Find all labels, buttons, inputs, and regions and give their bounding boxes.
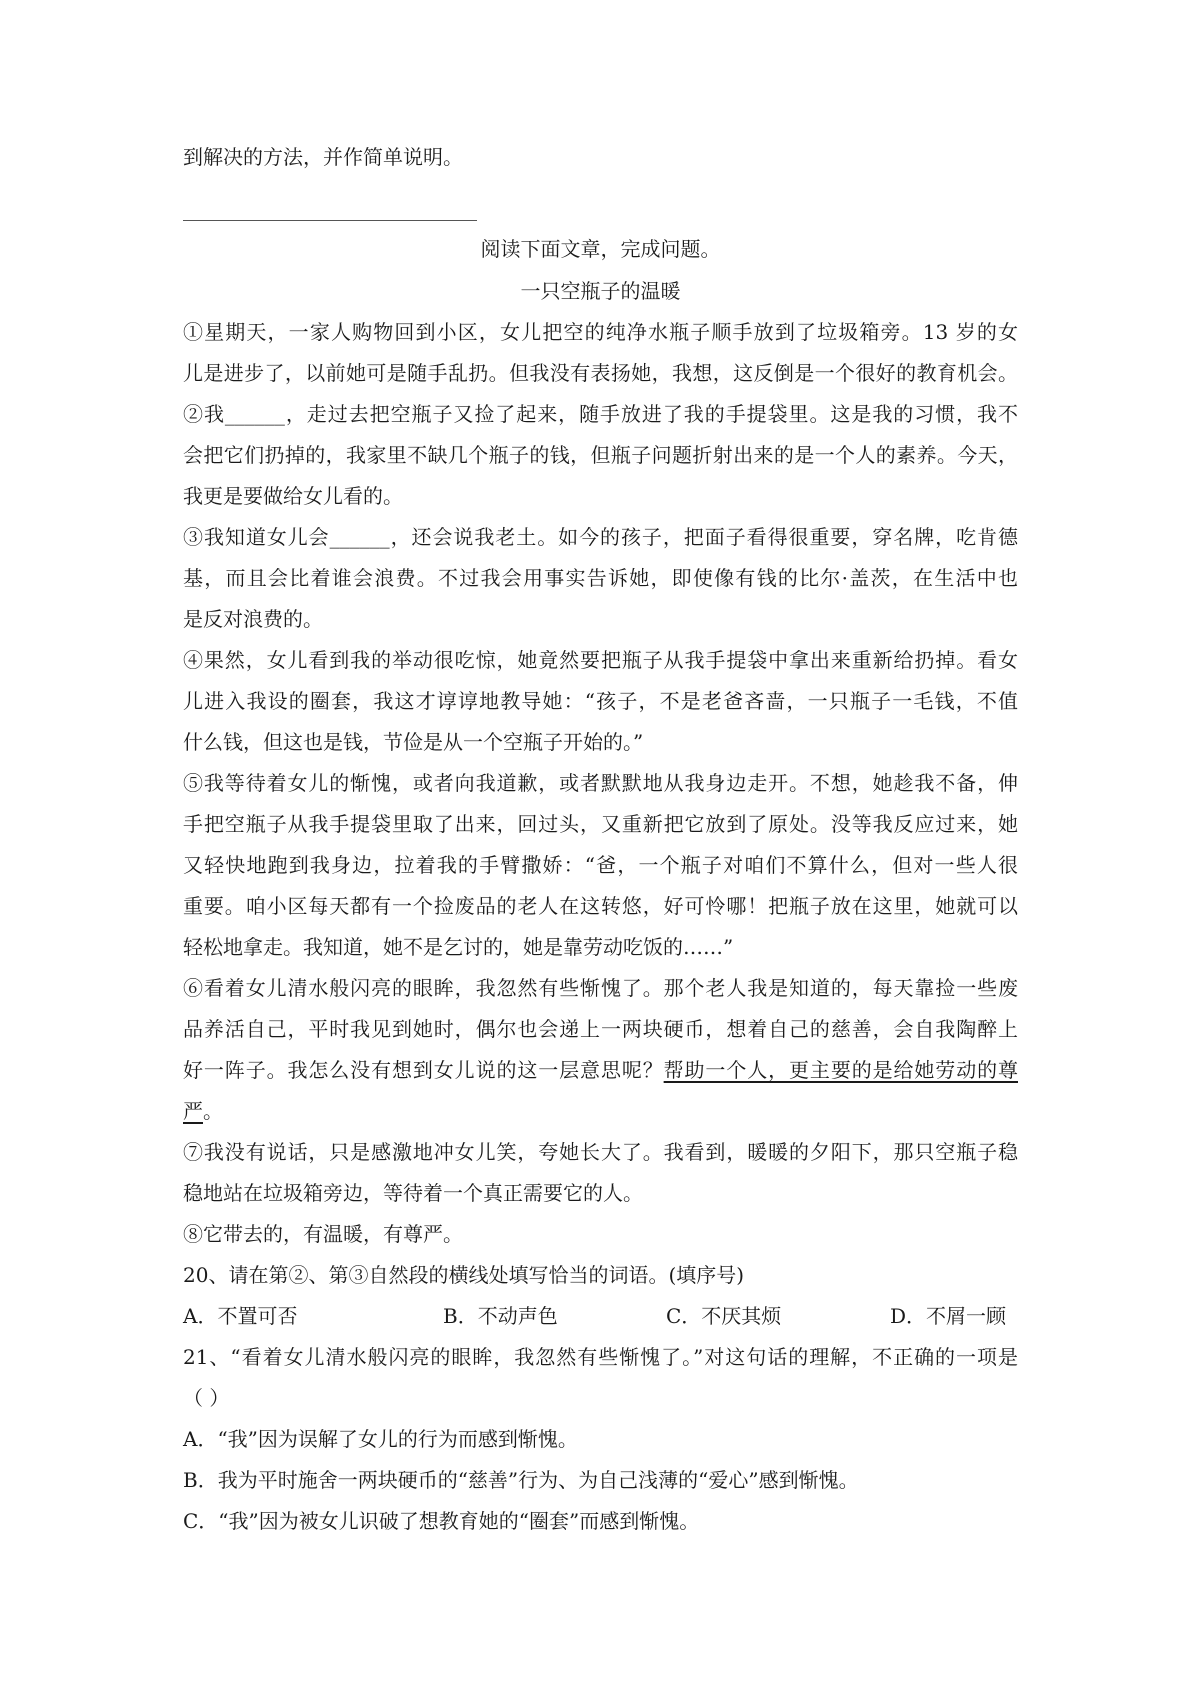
article-line	[183, 1055, 1018, 1085]
article-title: 一只空瓶子的温暖	[520, 279, 681, 303]
article-line: 基，而且会比着谁会浪费。不过我会用事实告诉她，即使像有钱的比尔·盖茨，在生活中也	[183, 566, 1018, 590]
article-line: ④果然，女儿看到我的举动很吃惊，她竟然要把瓶子从我手提袋中拿出来重新给扔掉。看女	[183, 648, 1018, 672]
q20-option-d[interactable]: D．不屑一顾	[890, 1304, 1007, 1328]
article-line: 品养活自己，平时我见到她时，偶尔也会递上一两块硬币，想着自己的慈善，会自我陶醉上	[183, 1017, 1018, 1041]
article-line: 是反对浪费的。	[183, 607, 323, 631]
article-line: ⑦我没有说话，只是感激地冲女儿笑，夸她长大了。我看到，暖暖的夕阳下，那只空瓶子稳	[183, 1140, 1018, 1164]
article-line: ⑧它带去的，有温暖，有尊严。	[183, 1222, 463, 1246]
article-line: ②我______，走过去把空瓶子又捡了起来，随手放进了我的手提袋里。这是我的习惯，我不	[183, 402, 1018, 426]
question-21: 21、“看着女儿清水般闪亮的眼眸，我忽然有些惭愧了。”对这句话的理解，不正确的一项是	[183, 1345, 1018, 1369]
q21-option-b[interactable]: B．我为平时施舍一两块硬币的“慈善”行为、为自己浅薄的“爱心”感到惭愧。	[183, 1468, 859, 1492]
q20-option-c[interactable]: C．不厌其烦	[666, 1304, 782, 1328]
article-line: ⑥看着女儿清水般闪亮的眼眸，我忽然有些惭愧了。那个老人我是知道的，每天靠捡一些废	[183, 976, 1018, 1000]
article-line: 儿进入我设的圈套，我这才谆谆地教导她：“孩子，不是老爸吝啬，一只瓶子一毛钱，不值	[183, 689, 1018, 713]
article-line: 儿是进步了，以前她可是随手乱扔。但我没有表扬她，我想，这反倒是一个很好的教育机会。	[183, 361, 1018, 385]
article-line: 手把空瓶子从我手提袋里取了出来，回过头，又重新把它放到了原处。没等我反应过来，她	[183, 812, 1018, 836]
question-21-answer-blank[interactable]: （ ）	[183, 1386, 230, 1410]
answer-line	[183, 220, 477, 221]
article-line: 会把它们扔掉的，我家里不缺几个瓶子的钱，但瓶子问题折射出来的是一个人的素养。今天，	[183, 443, 1018, 467]
intro-line: 到解决的方法，并作简单说明。	[183, 145, 463, 169]
underlined-sentence: 帮助一个人，更主要的是给她劳动的尊	[663, 1058, 1018, 1082]
article-line: ⑤我等待着女儿的惭愧，或者向我道歉，或者默默地从我身边走开。不想，她趁我不备，伸	[183, 771, 1018, 795]
q21-option-c[interactable]: C．“我”因为被女儿识破了想教育她的“圈套”而感到惭愧。	[183, 1509, 700, 1533]
question-20: 20、请在第②、第③自然段的横线处填写恰当的词语。(填序号)	[183, 1263, 745, 1287]
underlined-sentence-end: 严	[183, 1099, 203, 1123]
article-line: 我更是要做给女儿看的。	[183, 484, 403, 508]
reading-instruction: 阅读下面文章，完成问题。	[480, 237, 721, 261]
article-line: 稳地站在垃圾箱旁边，等待着一个真正需要它的人。	[183, 1181, 643, 1205]
article-text: 好一阵子。我怎么没有想到女儿说的这一层意思呢？	[183, 1058, 664, 1082]
article-line: ③我知道女儿会______，还会说我老土。如今的孩子，把面子看得很重要，穿名牌，吃肯德	[183, 525, 1018, 549]
article-line: 重要。咱小区每天都有一个捡废品的老人在这转悠，好可怜哪！把瓶子放在这里，她就可以	[183, 894, 1018, 918]
article-line: ①星期天，一家人购物回到小区，女儿把空的纯净水瓶子顺手放到了垃圾箱旁。13 岁的女	[183, 320, 1018, 344]
article-line	[183, 1096, 1018, 1126]
article-line: 轻松地拿走。我知道，她不是乞讨的，她是靠劳动吃饭的……”	[183, 935, 734, 959]
q20-option-b[interactable]: B．不动声色	[443, 1304, 558, 1328]
q20-option-a[interactable]: A．不置可否	[183, 1304, 298, 1328]
article-line: 又轻快地跑到我身边，拉着我的手臂撒娇：“爸，一个瓶子对咱们不算什么，但对一些人很	[183, 853, 1018, 877]
article-text: 。	[203, 1099, 223, 1123]
q21-option-a[interactable]: A．“我”因为误解了女儿的行为而感到惭愧。	[183, 1427, 578, 1451]
article-line: 什么钱，但这也是钱，节俭是从一个空瓶子开始的。”	[183, 730, 644, 754]
